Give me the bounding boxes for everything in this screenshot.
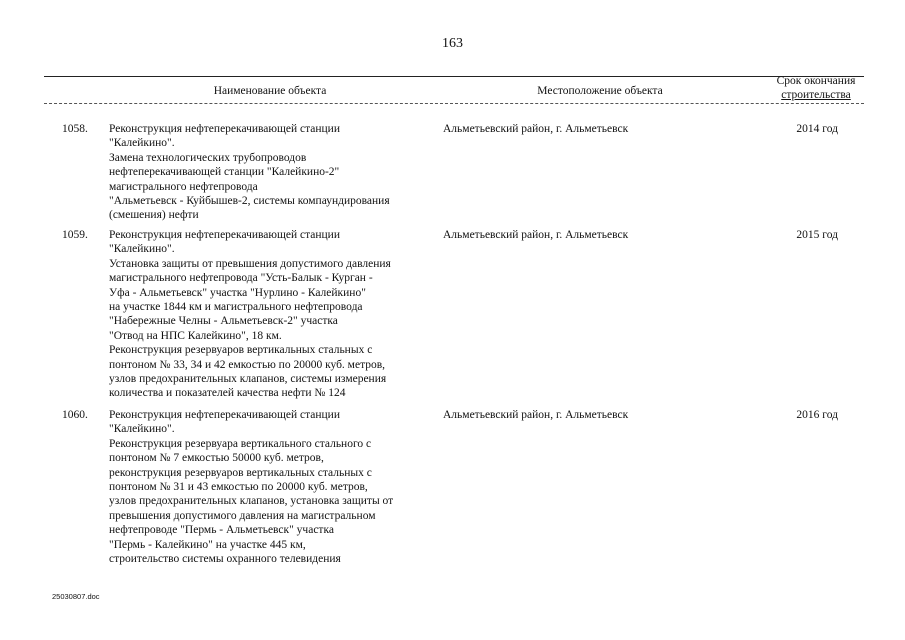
description-line: понтоном № 33, 34 и 42 емкостью по 20000 куб. метров, xyxy=(109,358,386,371)
column-header-deadline-line1: Срок окончания xyxy=(776,75,856,87)
description-line: количества и показателей качества нефти № 124 xyxy=(109,387,346,400)
description-line: Установка защиты от превышения допустимого давления xyxy=(109,257,391,270)
description-line: "Набережные Челны - Альметьевск-2" участка xyxy=(109,315,338,328)
completion-year: 2014 год xyxy=(796,123,838,135)
description-line: понтоном № 7 емкостью 50000 куб. метров, xyxy=(109,452,324,465)
row-number: 1058. xyxy=(62,123,88,135)
description-line: узлов предохранительных клапанов, системы измерения xyxy=(109,373,387,386)
description-line: магистрального нефтепровода "Усть-Балык - Курган - xyxy=(109,272,373,285)
description-line: "Калейкино". xyxy=(109,137,175,150)
page-number: 163 xyxy=(442,36,463,51)
description-line: понтоном № 31 и 43 емкостью по 20000 куб. метров, xyxy=(109,481,368,494)
description-line: Замена технологических трубопроводов xyxy=(109,151,307,164)
description-line: превышения допустимого давления на магистральном xyxy=(109,509,376,522)
file-name-footer: 25030807.doc xyxy=(52,592,100,601)
description-line: Уфа - Альметьевск" участка "Нурлино - Калейкино" xyxy=(109,286,366,299)
object-description xyxy=(109,122,429,223)
object-location: Альметьевский район, г. Альметьевск xyxy=(443,229,629,241)
column-header-location: Местоположение объекта xyxy=(537,85,663,97)
description-line: Реконструкция нефтеперекачивающей станции xyxy=(109,409,340,421)
column-header-deadline xyxy=(766,74,866,102)
completion-year: 2015 год xyxy=(796,229,838,241)
description-line: "Пермь - Калейкино" на участке 445 км, xyxy=(109,538,306,551)
description-line: Реконструкция нефтеперекачивающей станции xyxy=(109,123,340,135)
description-line: узлов предохранительных клапанов, установка защиты от xyxy=(109,495,394,508)
row-number: 1060. xyxy=(62,409,88,421)
description-line: нефтепроводе "Пермь - Альметьевск" участка xyxy=(109,524,334,537)
completion-year: 2016 год xyxy=(796,409,838,421)
object-description xyxy=(109,228,429,401)
description-line: "Калейкино". xyxy=(109,243,175,256)
table-top-rule xyxy=(44,76,864,77)
row-number: 1059. xyxy=(62,229,88,241)
description-line: Реконструкция резервуара вертикального стального с xyxy=(109,437,372,450)
description-line: строительство системы охранного телевидения xyxy=(109,553,341,566)
description-line: магистрального нефтепровода xyxy=(109,180,258,193)
description-line: реконструкция резервуаров вертикальных стальных с xyxy=(109,466,372,479)
description-line: на участке 1844 км и магистрального нефтепровода xyxy=(109,301,363,314)
description-line: Реконструкция нефтеперекачивающей станции xyxy=(109,229,340,241)
column-header-deadline-line2: строительства xyxy=(781,89,851,101)
column-header-name: Наименование объекта xyxy=(213,85,327,97)
object-description xyxy=(109,408,429,566)
description-line: "Калейкино". xyxy=(109,423,175,436)
object-location: Альметьевский район, г. Альметьевск xyxy=(443,409,629,421)
description-line: "Альметьевск - Куйбышев-2, системы компаундирования xyxy=(109,195,390,208)
description-line: Реконструкция резервуаров вертикальных стальных с xyxy=(109,344,373,357)
header-bottom-rule xyxy=(44,103,864,104)
description-line: "Отвод на НПС Калейкино", 18 км. xyxy=(109,329,282,342)
description-line: нефтеперекачивающей станции "Калейкино-2" xyxy=(109,166,340,179)
description-line: (смешения) нефти xyxy=(109,209,199,222)
object-location: Альметьевский район, г. Альметьевск xyxy=(443,123,629,135)
